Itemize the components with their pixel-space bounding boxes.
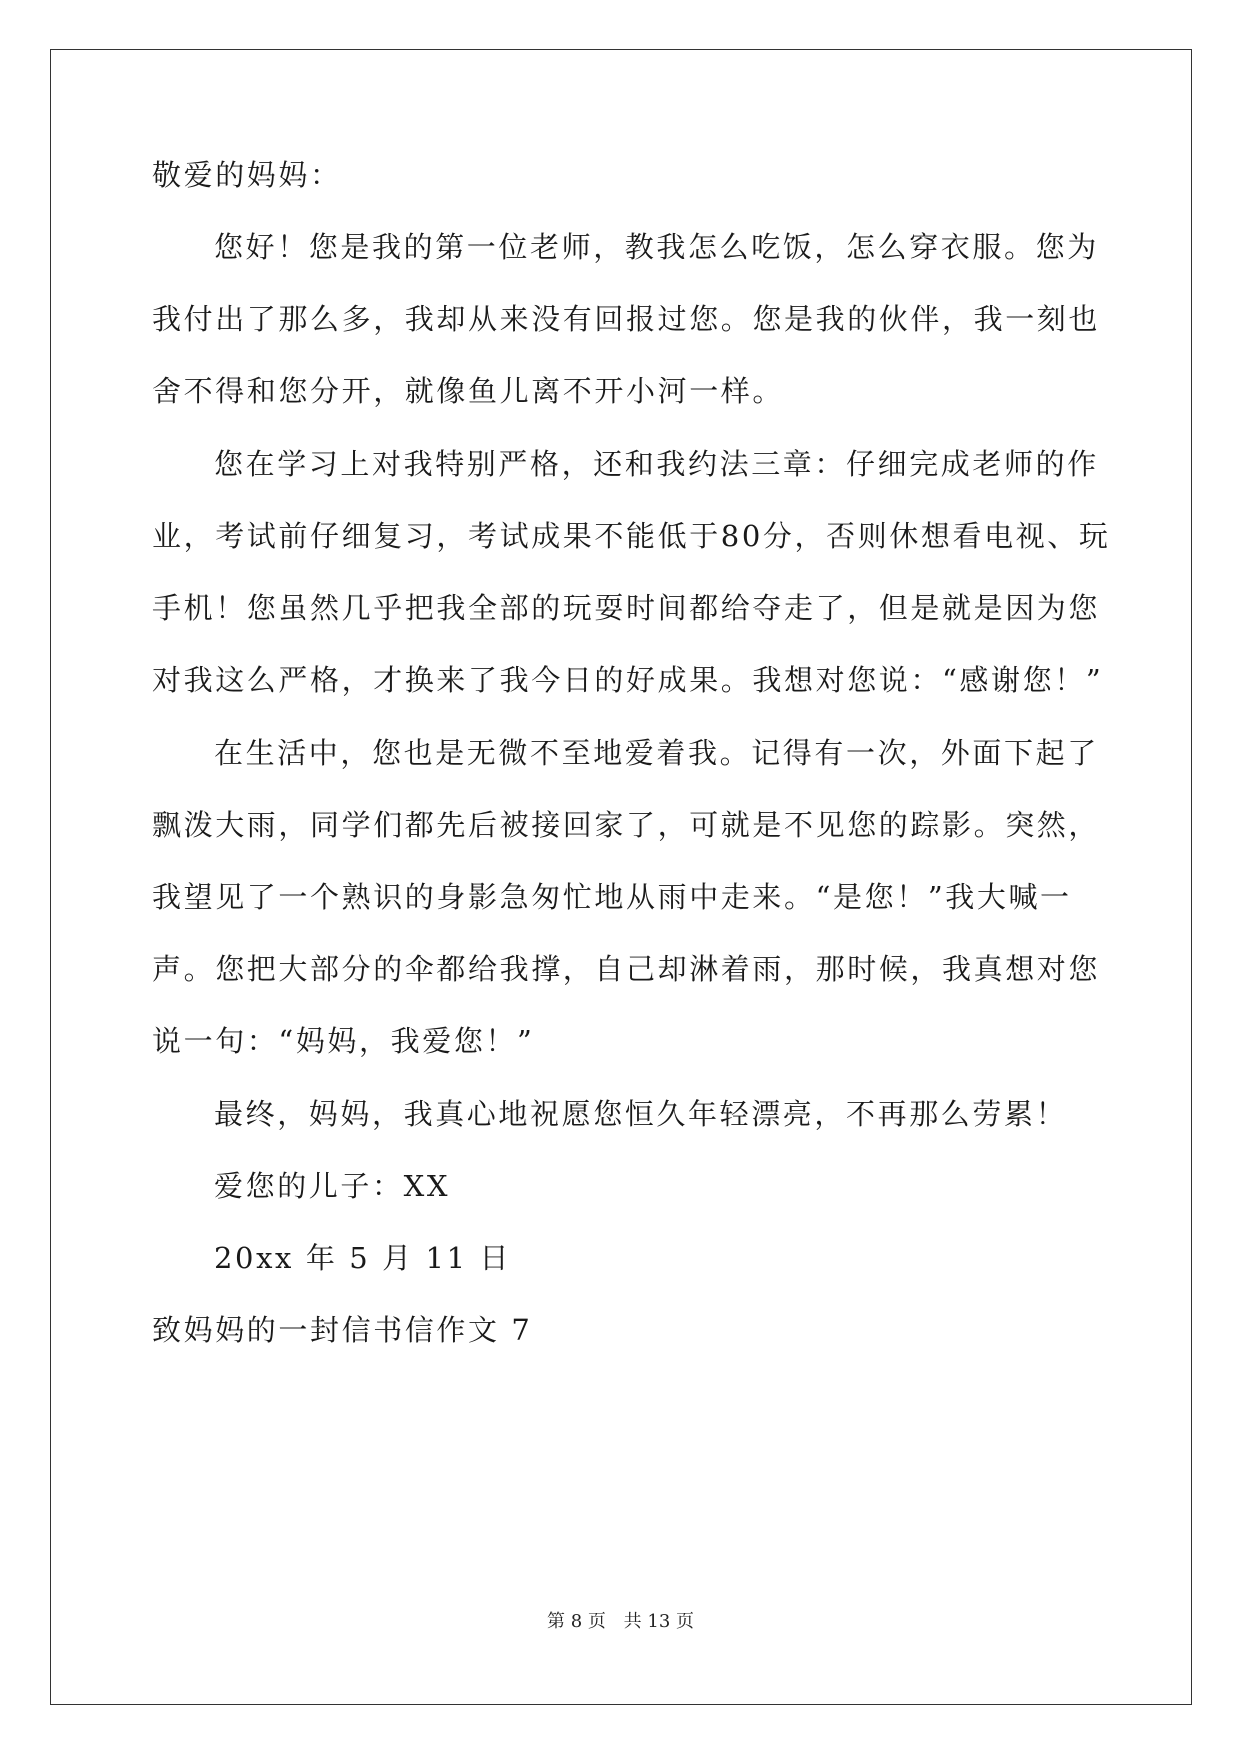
paragraph-line: 在生活中，您也是无微不至地爱着我。记得有一次，外面下起了 [214,736,1099,770]
paragraph-line: 飘泼大雨，同学们都先后被接回家了，可就是不见您的踪影。突然， [152,808,1101,842]
page-total: 共 13 页 [623,1611,694,1632]
paragraph-line: 业，考试前仔细复习，考试成果不能低于80分，否则休想看电视、玩 [152,519,1111,553]
paragraph-line: 最终，妈妈，我真心地祝愿您恒久年轻漂亮，不再那么劳累！ [214,1097,1068,1131]
paragraph-line: 声。您把大部分的伞都给我撑，自己却淋着雨，那时候，我真想对您 [152,952,1101,986]
paragraph-line: 舍不得和您分开，就像鱼儿离不开小河一样。 [152,374,785,408]
paragraph-line: 我望见了一个熟识的身影急匆忙地从雨中走来。“是您！”我大喊一 [152,880,1072,914]
page-number: 第 8 页 [547,1611,606,1632]
letter-signature: 爱您的儿子：XX [214,1169,451,1203]
paragraph-line: 我付出了那么多，我却从来没有回报过您。您是我的伙伴，我一刻也 [152,302,1101,336]
paragraph-line: 您好！您是我的第一位老师，教我怎么吃饭，怎么穿衣服。您为 [214,230,1099,264]
paragraph-line: 手机！您虽然几乎把我全部的玩耍时间都给夺走了，但是就是因为您 [152,591,1101,625]
letter-greeting: 敬爱的妈妈： [152,158,342,192]
paragraph-line: 您在学习上对我特别严格，还和我约法三章：仔细完成老师的作 [214,447,1099,481]
page-footer [0,1607,1241,1633]
paragraph-line: 对我这么严格，才换来了我今日的好成果。我想对您说：“感谢您！” [152,663,1104,697]
paragraph-line: 说一句：“妈妈，我爱您！” [152,1024,535,1058]
letter-date: 20xx 年 5 月 11 日 [214,1241,512,1275]
next-article-heading: 致妈妈的一封信书信作文 7 [152,1313,533,1347]
